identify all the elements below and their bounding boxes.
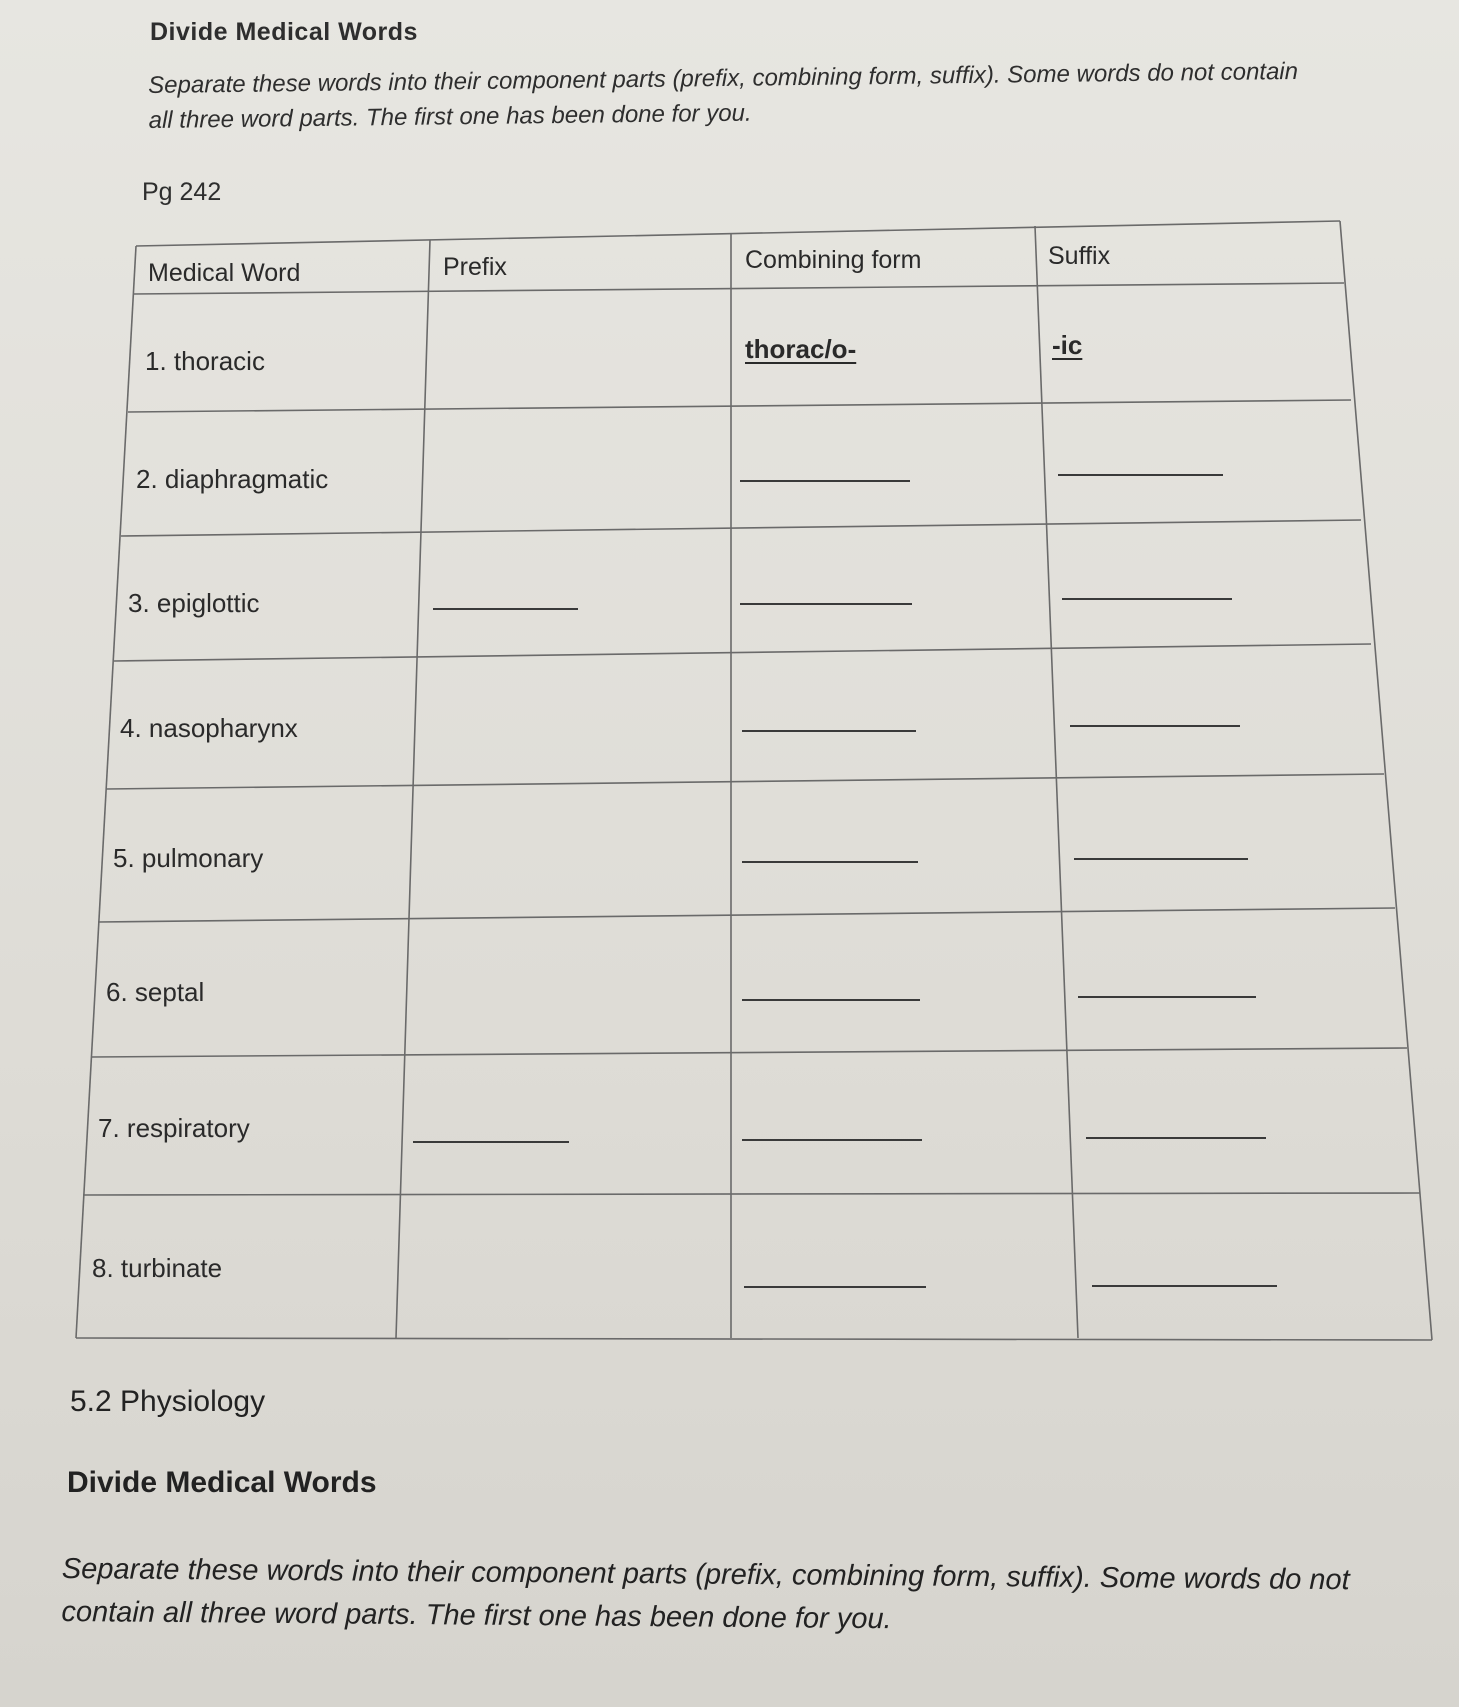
suffix-blank-5[interactable] — [1074, 858, 1248, 860]
header-medical-word: Medical Word — [148, 259, 301, 287]
row-border-1 — [128, 400, 1351, 412]
suffix-blank-4[interactable] — [1070, 725, 1240, 727]
combining-form-blank-8[interactable] — [744, 1286, 926, 1288]
header-prefix: Prefix — [443, 253, 507, 281]
combining-form-blank-6[interactable] — [742, 999, 920, 1001]
suffix-blank-7[interactable] — [1086, 1137, 1266, 1139]
suffix-blank-3[interactable] — [1062, 598, 1232, 600]
medical-word-6: 6. septal — [106, 977, 205, 1007]
suffix-blank-8[interactable] — [1092, 1285, 1277, 1287]
suffix-answer-1: -ic — [1052, 330, 1083, 360]
table-bottom-border — [76, 1338, 1432, 1340]
medical-word-8: 8. turbinate — [92, 1253, 223, 1283]
combining-form-answer-1: thorac/o- — [745, 334, 857, 364]
table-top-border — [136, 221, 1340, 246]
prefix-blank-7[interactable] — [413, 1141, 569, 1143]
row-border-4 — [106, 774, 1384, 789]
medical-word-3: 3. epiglottic — [128, 588, 260, 618]
suffix-blank-6[interactable] — [1078, 996, 1256, 998]
combining-form-blank-2[interactable] — [740, 480, 910, 482]
header-row-border — [133, 283, 1344, 294]
medical-word-7: 7. respiratory — [98, 1113, 250, 1143]
medical-word-1: 1. thoracic — [145, 346, 265, 376]
combining-form-blank-7[interactable] — [742, 1139, 922, 1141]
medical-word-2: 2. diaphragmatic — [136, 464, 329, 494]
table-left-border — [76, 246, 136, 1338]
row-border-5 — [98, 908, 1395, 922]
suffix-blank-2[interactable] — [1058, 474, 1223, 476]
row-border-3 — [114, 644, 1371, 661]
medical-word-4: 4. nasopharynx — [120, 713, 298, 743]
medical-word-5: 5. pulmonary — [113, 843, 264, 873]
column-divider-prefix — [396, 240, 430, 1338]
section-instructions: Separate these words into their component parts (prefix, combining form, suffix). Some words do not contain all three word parts. The first one has been done for you. — [61, 1552, 1350, 1636]
header-combining-form: Combining form — [745, 246, 922, 274]
page-reference: Pg 242 — [142, 178, 222, 206]
row-border-6 — [91, 1048, 1407, 1057]
worksheet-title: Divide Medical Words — [150, 18, 418, 46]
prefix-blank-3[interactable] — [433, 608, 578, 610]
combining-form-blank-3[interactable] — [740, 603, 912, 605]
header-suffix: Suffix — [1048, 242, 1111, 270]
section-title: Divide Medical Words — [67, 1466, 377, 1499]
section-heading: 5.2 Physiology — [70, 1385, 266, 1418]
combining-form-blank-5[interactable] — [742, 861, 918, 863]
worksheet-instructions: Separate these words into their component parts (prefix, combining form, suffix). Some words do not contain all three word parts. The first one has been done for you. — [148, 57, 1299, 134]
combining-form-blank-4[interactable] — [742, 730, 916, 732]
row-border-2 — [121, 520, 1361, 536]
table-right-border — [1340, 221, 1432, 1340]
row-border-7 — [83, 1193, 1420, 1195]
column-divider-suffix — [1035, 226, 1078, 1338]
